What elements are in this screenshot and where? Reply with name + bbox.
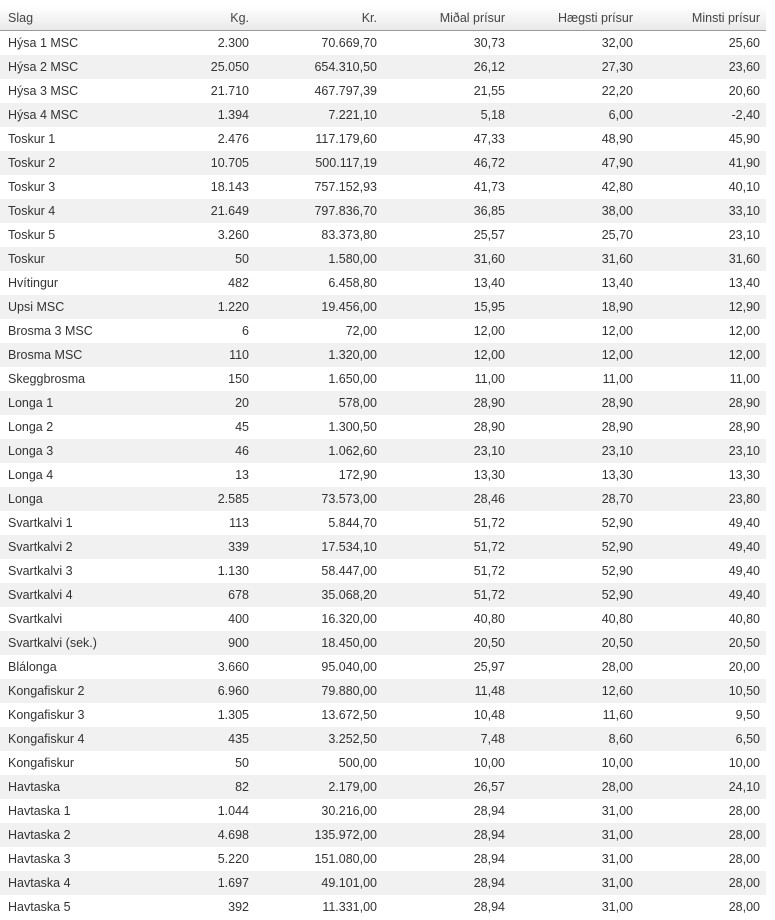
max-price-cell: 20,50 [511, 631, 639, 655]
table-row [0, 751, 766, 775]
min-price-cell: 28,00 [639, 871, 766, 895]
kr-cell: 117.179,60 [315, 132, 377, 146]
min-price-cell: 49,40 [728, 516, 760, 530]
kr-cell: 1.062,60 [255, 439, 383, 463]
species-cell: Upsi MSC [0, 295, 130, 319]
table-row [0, 55, 766, 79]
max-price-cell: 52,90 [511, 535, 639, 559]
species-cell: Havtaska 1 [8, 804, 71, 818]
species-cell: Skeggbrosma [8, 372, 86, 386]
species-cell: Hýsa 1 MSC [8, 36, 79, 50]
max-price-cell: 31,00 [601, 852, 633, 866]
avg-price-cell: 10,00 [473, 756, 505, 770]
max-price-cell: 48,90 [601, 132, 633, 146]
max-price-cell: 8,60 [511, 727, 639, 751]
table-header [0, 6, 766, 31]
kg-cell: 82 [130, 775, 255, 799]
table-row [0, 679, 766, 703]
kg-cell: 2.585 [130, 487, 255, 511]
min-price-cell: 28,00 [639, 823, 766, 847]
table-row [0, 847, 766, 871]
avg-price-cell: 11,00 [474, 372, 505, 386]
table-row [0, 31, 766, 56]
kr-cell: 70.669,70 [321, 36, 377, 50]
avg-price-cell: 28,46 [383, 487, 511, 511]
kg-cell: 900 [130, 631, 255, 655]
max-price-cell: 28,70 [511, 487, 639, 511]
min-price-cell: 40,10 [728, 180, 760, 194]
min-price-cell: 12,00 [728, 324, 760, 338]
table-row [0, 823, 766, 847]
table-row [0, 247, 766, 271]
species-cell: Longa 1 [0, 391, 130, 415]
min-price-cell: -2,40 [639, 103, 766, 127]
header-row [0, 6, 766, 31]
min-price-cell: 28,90 [639, 391, 766, 415]
kr-cell: 1.650,00 [328, 372, 377, 386]
max-price-cell: 52,90 [601, 564, 633, 578]
kg-cell: 435 [130, 727, 255, 751]
kg-cell: 20 [130, 391, 255, 415]
kr-cell: 172,90 [338, 468, 377, 482]
max-price-cell: 13,40 [601, 276, 633, 290]
min-price-cell: 24,10 [639, 775, 766, 799]
min-price-cell: 28,00 [728, 852, 760, 866]
species-cell: Havtaska [0, 775, 130, 799]
kr-cell: 49.101,00 [255, 871, 383, 895]
kr-cell: 13.672,50 [321, 708, 377, 722]
min-price-cell: 23,60 [639, 55, 766, 79]
avg-price-cell: 7,48 [383, 727, 511, 751]
min-price-cell: 12,00 [639, 343, 766, 367]
kr-cell: 11.331,00 [322, 900, 377, 914]
species-cell: Svartkalvi 4 [0, 583, 130, 607]
avg-price-cell: 5,18 [383, 103, 511, 127]
kg-cell: 4.698 [130, 823, 255, 847]
max-price-cell: 13,30 [601, 468, 633, 482]
kr-cell: 1.300,50 [328, 420, 377, 434]
kr-cell: 79.880,00 [255, 679, 383, 703]
kr-cell: 5.844,70 [328, 516, 377, 530]
kg-cell: 5.220 [217, 852, 249, 866]
kr-cell: 500.117,19 [255, 151, 383, 175]
max-price-cell: 12,00 [601, 324, 633, 338]
table-row [0, 631, 766, 655]
kr-cell: 500,00 [338, 756, 377, 770]
kg-cell: 18.143 [210, 180, 249, 194]
min-price-cell: 10,50 [639, 679, 766, 703]
kg-cell: 25.050 [130, 55, 255, 79]
kg-cell: 678 [130, 583, 255, 607]
column-header-kr[interactable]: Kr. [255, 6, 383, 31]
min-price-cell: 6,50 [639, 727, 766, 751]
kr-cell: 3.252,50 [255, 727, 383, 751]
max-price-cell: 28,90 [511, 391, 639, 415]
table-row [0, 415, 766, 439]
table-row [0, 727, 766, 751]
species-cell: Longa 3 [0, 439, 130, 463]
avg-price-cell: 10,48 [473, 708, 505, 722]
species-cell: Havtaska 4 [0, 871, 130, 895]
kg-cell: 482 [228, 276, 249, 290]
min-price-cell: 10,00 [728, 756, 760, 770]
min-price-cell: 11,00 [729, 372, 760, 386]
table-row [0, 79, 766, 103]
table-row [0, 511, 766, 535]
max-price-cell: 40,80 [601, 612, 633, 626]
table-row [0, 799, 766, 823]
avg-price-cell: 28,94 [473, 900, 505, 914]
table-row [0, 871, 766, 895]
column-header-species[interactable]: Slag [0, 6, 130, 31]
kg-cell: 3.260 [217, 228, 249, 242]
avg-price-cell: 47,33 [473, 132, 505, 146]
table-row [0, 391, 766, 415]
table-row [0, 319, 766, 343]
avg-price-cell: 20,50 [383, 631, 511, 655]
max-price-cell: 52,90 [511, 583, 639, 607]
kg-cell: 1.220 [130, 295, 255, 319]
max-price-cell: 52,90 [601, 516, 633, 530]
species-cell: Toskur 3 [8, 180, 56, 194]
table-row [0, 607, 766, 631]
kr-cell: 58.447,00 [321, 564, 377, 578]
column-header-avg-price[interactable]: Miðal prísur [383, 6, 511, 31]
table-row [0, 223, 766, 247]
avg-price-cell: 51,72 [473, 516, 505, 530]
price-table [0, 6, 766, 919]
kr-cell: 19.456,00 [255, 295, 383, 319]
kg-cell: 50 [235, 756, 249, 770]
kg-cell: 400 [228, 612, 249, 626]
table-row [0, 295, 766, 319]
min-price-cell: 40,80 [728, 612, 760, 626]
species-cell: Svartkalvi 1 [8, 516, 73, 530]
species-cell: Kongafiskur 4 [0, 727, 130, 751]
min-price-cell: 41,90 [639, 151, 766, 175]
min-price-cell: 28,90 [728, 420, 760, 434]
kr-cell: 6.458,80 [328, 276, 377, 290]
avg-price-cell: 28,94 [473, 852, 505, 866]
avg-price-cell: 46,72 [383, 151, 511, 175]
max-price-cell: 32,00 [601, 36, 633, 50]
avg-price-cell: 13,30 [473, 468, 505, 482]
min-price-cell: 25,60 [728, 36, 760, 50]
kg-cell: 50 [130, 247, 255, 271]
table-row [0, 367, 766, 391]
column-header-kg[interactable]: Kg. [130, 6, 255, 31]
kr-cell: 30.216,00 [321, 804, 377, 818]
species-cell: Svartkalvi [8, 612, 63, 626]
kg-cell: 21.710 [210, 84, 249, 98]
kg-cell: 1.130 [217, 564, 249, 578]
avg-price-cell: 25,97 [473, 660, 505, 674]
kr-cell: 73.573,00 [255, 487, 383, 511]
kg-cell: 3.660 [217, 660, 249, 674]
max-price-cell: 12,00 [511, 343, 639, 367]
avg-price-cell: 11,48 [383, 679, 511, 703]
species-cell: Havtaska 5 [8, 900, 71, 914]
min-price-cell: 45,90 [728, 132, 760, 146]
column-header-max-price[interactable]: Hægsti prísur [511, 6, 639, 31]
max-price-cell: 31,00 [511, 871, 639, 895]
species-cell: Toskur 4 [0, 199, 130, 223]
kr-cell: 654.310,50 [255, 55, 383, 79]
min-price-cell: 28,00 [728, 804, 760, 818]
avg-price-cell: 31,60 [383, 247, 511, 271]
kg-cell: 339 [130, 535, 255, 559]
min-price-cell: 13,30 [728, 468, 760, 482]
table-row [0, 775, 766, 799]
species-cell: Longa [0, 487, 130, 511]
kr-cell: 151.080,00 [314, 852, 377, 866]
table-body [0, 31, 766, 920]
kr-cell: 2.179,00 [255, 775, 383, 799]
min-price-cell: 28,00 [728, 900, 760, 914]
species-cell: Toskur 1 [8, 132, 56, 146]
table-row [0, 103, 766, 127]
avg-price-cell: 23,10 [383, 439, 511, 463]
species-cell: Hýsa 3 MSC [8, 84, 79, 98]
kr-cell: 16.320,00 [321, 612, 377, 626]
table-row [0, 559, 766, 583]
table-row [0, 535, 766, 559]
avg-price-cell: 30,73 [473, 36, 505, 50]
avg-price-cell: 51,72 [383, 583, 511, 607]
kg-cell: 113 [229, 516, 249, 530]
max-price-cell: 28,00 [511, 775, 639, 799]
avg-price-cell: 41,73 [473, 180, 505, 194]
max-price-cell: 11,00 [602, 372, 633, 386]
kg-cell: 1.394 [130, 103, 255, 127]
avg-price-cell: 26,12 [383, 55, 511, 79]
species-cell: Kongafiskur [8, 756, 75, 770]
table-row [0, 703, 766, 727]
kg-cell: 2.476 [217, 132, 249, 146]
species-cell: Hvítingur [8, 276, 59, 290]
species-cell: Longa 2 [8, 420, 54, 434]
species-cell: Svartkalvi 3 [8, 564, 73, 578]
table-row [0, 343, 766, 367]
kr-cell: 1.580,00 [255, 247, 383, 271]
min-price-cell: 13,40 [728, 276, 760, 290]
kr-cell: 797.836,70 [255, 199, 383, 223]
kg-cell: 1.044 [217, 804, 249, 818]
avg-price-cell: 28,90 [383, 391, 511, 415]
avg-price-cell: 36,85 [383, 199, 511, 223]
max-price-cell: 12,60 [511, 679, 639, 703]
min-price-cell: 49,40 [728, 564, 760, 578]
max-price-cell: 31,00 [511, 823, 639, 847]
kg-cell: 150 [228, 372, 249, 386]
kg-cell: 1.305 [217, 708, 249, 722]
kg-cell: 13 [235, 468, 249, 482]
table-row [0, 655, 766, 679]
table-row [0, 271, 766, 295]
table-row [0, 895, 766, 919]
species-cell: Havtaska 3 [8, 852, 71, 866]
avg-price-cell: 12,00 [473, 324, 505, 338]
kr-cell: 1.320,00 [255, 343, 383, 367]
kr-cell: 18.450,00 [255, 631, 383, 655]
column-header-min-price[interactable]: Minsti prísur [639, 6, 766, 31]
kg-cell: 2.300 [217, 36, 249, 50]
kr-cell: 17.534,10 [255, 535, 383, 559]
kg-cell: 6.960 [130, 679, 255, 703]
avg-price-cell: 12,00 [383, 343, 511, 367]
max-price-cell: 10,00 [601, 756, 633, 770]
avg-price-cell: 26,57 [383, 775, 511, 799]
max-price-cell: 28,00 [601, 660, 633, 674]
kr-cell: 72,00 [345, 324, 377, 338]
kr-cell: 83.373,80 [321, 228, 377, 242]
max-price-cell: 27,30 [511, 55, 639, 79]
table-row [0, 487, 766, 511]
kr-cell: 7.221,10 [255, 103, 383, 127]
kg-cell: 10.705 [130, 151, 255, 175]
price-table-container [0, 6, 766, 919]
kg-cell: 46 [130, 439, 255, 463]
species-cell: Hýsa 2 MSC [0, 55, 130, 79]
max-price-cell: 23,10 [511, 439, 639, 463]
kr-cell: 95.040,00 [321, 660, 377, 674]
kg-cell: 21.649 [130, 199, 255, 223]
table-row [0, 151, 766, 175]
species-cell: Brosma 3 MSC [8, 324, 93, 338]
species-cell: Svartkalvi 2 [0, 535, 130, 559]
kr-cell: 35.068,20 [255, 583, 383, 607]
kg-cell: 110 [130, 343, 255, 367]
table-row [0, 199, 766, 223]
avg-price-cell: 28,94 [473, 804, 505, 818]
kg-cell: 6 [242, 324, 249, 338]
min-price-cell: 9,50 [735, 708, 760, 722]
species-cell: Blálonga [8, 660, 57, 674]
table-row [0, 583, 766, 607]
avg-price-cell: 28,90 [473, 420, 505, 434]
species-cell: Svartkalvi (sek.) [0, 631, 130, 655]
max-price-cell: 31,00 [601, 900, 633, 914]
kg-cell: 392 [228, 900, 249, 914]
avg-price-cell: 28,94 [383, 823, 511, 847]
avg-price-cell: 51,72 [473, 564, 505, 578]
avg-price-cell: 25,57 [473, 228, 505, 242]
min-price-cell: 23,10 [728, 228, 760, 242]
min-price-cell: 49,40 [639, 583, 766, 607]
min-price-cell: 12,90 [639, 295, 766, 319]
table-row [0, 463, 766, 487]
min-price-cell: 31,60 [639, 247, 766, 271]
avg-price-cell: 21,55 [473, 84, 505, 98]
avg-price-cell: 40,80 [473, 612, 505, 626]
avg-price-cell: 13,40 [473, 276, 505, 290]
min-price-cell: 23,10 [639, 439, 766, 463]
min-price-cell: 33,10 [639, 199, 766, 223]
species-cell: Longa 4 [8, 468, 54, 482]
max-price-cell: 18,90 [511, 295, 639, 319]
min-price-cell: 20,50 [639, 631, 766, 655]
max-price-cell: 31,00 [601, 804, 633, 818]
min-price-cell: 20,60 [728, 84, 760, 98]
max-price-cell: 42,80 [601, 180, 633, 194]
min-price-cell: 20,00 [728, 660, 760, 674]
max-price-cell: 22,20 [601, 84, 633, 98]
avg-price-cell: 15,95 [383, 295, 511, 319]
table-row [0, 175, 766, 199]
species-cell: Kongafiskur 3 [8, 708, 85, 722]
kg-cell: 1.697 [130, 871, 255, 895]
min-price-cell: 23,80 [639, 487, 766, 511]
max-price-cell: 31,60 [511, 247, 639, 271]
min-price-cell: 49,40 [639, 535, 766, 559]
species-cell: Toskur [0, 247, 130, 271]
max-price-cell: 25,70 [601, 228, 633, 242]
species-cell: Hýsa 4 MSC [0, 103, 130, 127]
max-price-cell: 6,00 [511, 103, 639, 127]
avg-price-cell: 51,72 [383, 535, 511, 559]
species-cell: Toskur 2 [0, 151, 130, 175]
table-row [0, 127, 766, 151]
kr-cell: 757.152,93 [314, 180, 377, 194]
species-cell: Brosma MSC [0, 343, 130, 367]
max-price-cell: 11,60 [602, 708, 633, 722]
kg-cell: 45 [235, 420, 249, 434]
max-price-cell: 28,90 [601, 420, 633, 434]
table-row [0, 439, 766, 463]
species-cell: Havtaska 2 [0, 823, 130, 847]
max-price-cell: 47,90 [511, 151, 639, 175]
kr-cell: 578,00 [255, 391, 383, 415]
species-cell: Toskur 5 [8, 228, 56, 242]
kr-cell: 135.972,00 [255, 823, 383, 847]
avg-price-cell: 28,94 [383, 871, 511, 895]
kr-cell: 467.797,39 [314, 84, 377, 98]
max-price-cell: 38,00 [511, 199, 639, 223]
species-cell: Kongafiskur 2 [0, 679, 130, 703]
